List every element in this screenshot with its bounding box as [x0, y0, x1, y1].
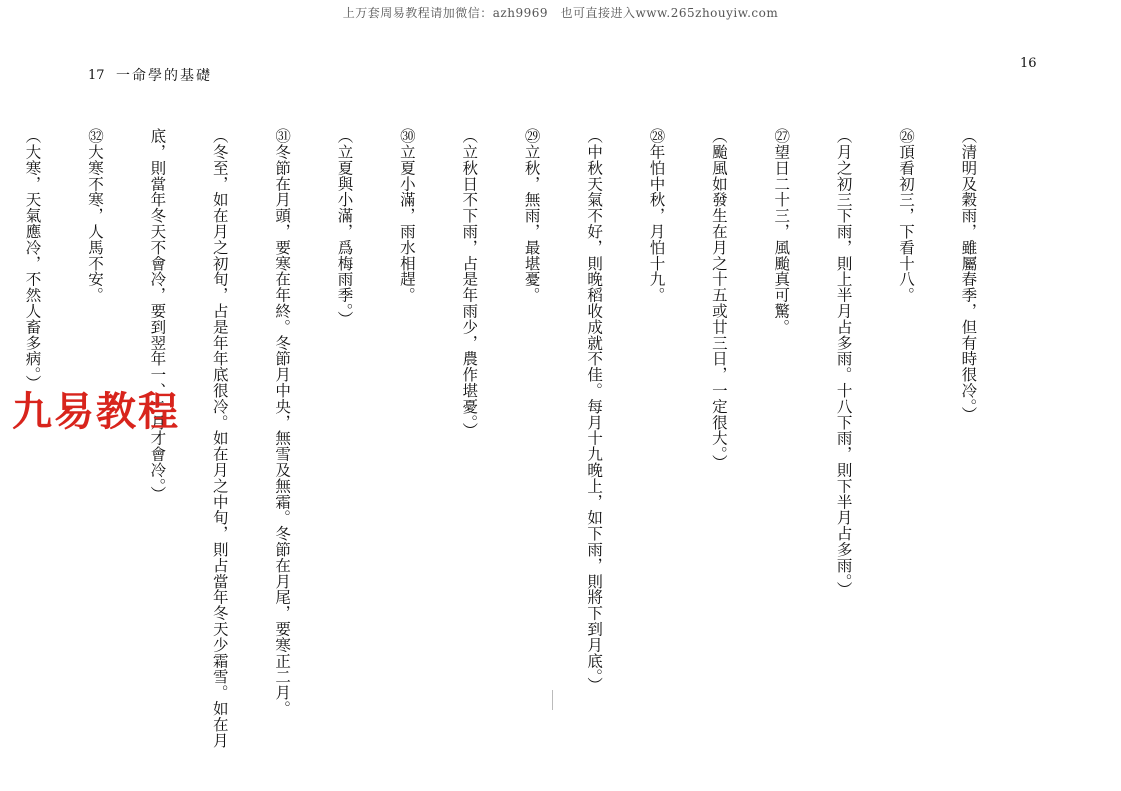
text-line: （大寒，天氣應冷，不然人畜多病。） — [23, 128, 42, 391]
watermark-banner: 上万套周易教程请加微信：azh9969 也可直接进入www.265zhouyiw.com — [342, 6, 779, 20]
text-line: ㉘年怕中秋，月怕十九。 — [647, 128, 666, 303]
running-title: 一命學的基礎 — [116, 68, 212, 84]
text-line: （冬至，如在月之初旬，占是年年底很冷。如在月之中旬，則占當年冬天少霜雪。如在月 — [210, 128, 229, 749]
text-line: （颱風如發生在月之十五或廿三日，一定很大。） — [709, 128, 728, 471]
right-page-number: 16 — [1020, 56, 1037, 71]
text-line: ㉜大寒不寒，人馬不安。 — [85, 128, 104, 303]
text-line: ㉖頂看初三，下看十八。 — [897, 128, 916, 303]
text-line: ㉛冬節在月頭，要寒在年終。冬節月中央，無雪及無霜。冬節在月尾，要寒正二月。 — [273, 128, 292, 717]
text-line: （中秋天氣不好，則晚稻收成就不佳。每月十九晚上，如下雨，則將下到月底。） — [585, 128, 604, 693]
text-line: （立夏與小滿，爲梅雨季。） — [335, 128, 354, 327]
text-line: ㉚立夏小滿，雨水相趕。 — [397, 128, 416, 303]
text-line: 底，則當年冬天不會冷，要到翌年一、二月才會冷。） — [148, 128, 167, 502]
left-page-number: 17 — [88, 68, 105, 83]
page-fold-mark — [552, 690, 553, 710]
text-line: （月之初三下雨，則上半月占多雨。十八下雨，則下半月占多雨。） — [834, 128, 853, 598]
watermark-logo: 九易教程 — [12, 389, 180, 435]
text-line: （立秋日不下雨，占是年雨少，農作堪憂。） — [460, 128, 479, 439]
vertical-text-body — [23, 128, 1020, 749]
text-line: ㉙立秋，無雨，最堪憂。 — [522, 128, 541, 303]
text-line: （清明及穀雨，雖屬春季，但有時很冷。） — [959, 128, 978, 423]
text-line: ㉗望日二十三，風颱真可驚。 — [772, 128, 791, 335]
